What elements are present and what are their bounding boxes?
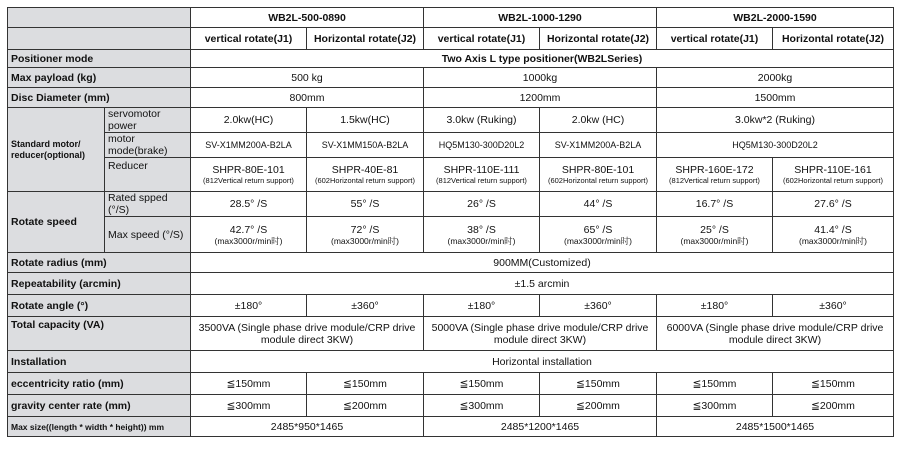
label-disc-diameter: Disc Diameter (mm) [8, 88, 191, 108]
value-positioner-mode: Two Axis L type positioner(WB2LSeries) [191, 50, 894, 68]
label-motor-mode: motor mode(brake) [105, 133, 191, 158]
row-repeatability [8, 273, 894, 295]
value-max-speed-4 [540, 217, 657, 253]
row-disc-diameter [8, 88, 894, 108]
value-rated-speed-2: 55° /S [307, 192, 424, 217]
value-gravity-center-5: ≦300mm [657, 395, 773, 417]
value-servomotor-power-3: 3.0kw (Ruking) [424, 108, 540, 133]
row-max-payload [8, 68, 894, 88]
row-positioner-mode [8, 50, 894, 68]
reducer-note-4: (602Horizontal return support) [547, 176, 649, 185]
mode-5: vertical rotate(J1) [657, 28, 773, 50]
max-speed-note-3: (max3000r/min时) [447, 235, 516, 246]
mode-3: vertical rotate(J1) [424, 28, 540, 50]
value-gravity-center-2: ≦200mm [307, 395, 424, 417]
value-disc-diameter-3: 1500mm [657, 88, 894, 108]
row-total-capacity [8, 317, 894, 351]
max-speed-note-2: (max3000r/min时) [330, 235, 400, 246]
row-gravity-center [8, 395, 894, 417]
value-motor-mode-4: SV-X1MM200A-B2LA [540, 133, 657, 158]
reducer-main-2: SHPR-40E-81 [331, 164, 399, 176]
mode-4: Horizontal rotate(J2) [540, 28, 657, 50]
value-reducer-5 [657, 158, 773, 192]
label-repeatability: Repeatability (arcmin) [8, 273, 191, 295]
label-positioner-mode: Positioner mode [8, 50, 191, 68]
value-gravity-center-1: ≦300mm [191, 395, 307, 417]
label-eccentricity: eccentricity ratio (mm) [8, 373, 191, 395]
value-rotate-angle-3: ±180° [424, 295, 540, 317]
value-total-capacity-1: 3500VA (Single phase drive module/CRP drive module direct 3KW) [191, 317, 424, 351]
value-rotate-radius: 900MM(Customized) [191, 253, 894, 273]
value-rotate-angle-2: ±360° [307, 295, 424, 317]
value-eccentricity-6: ≦150mm [773, 373, 894, 395]
value-servomotor-power-1: 2.0kw(HC) [191, 108, 307, 133]
row-motor-mode [8, 133, 894, 158]
value-max-speed-5 [657, 217, 773, 253]
label-gravity-center: gravity center rate (mm) [8, 395, 191, 417]
spec-table [7, 7, 894, 437]
model-1: WB2L-500-0890 [191, 8, 424, 28]
value-gravity-center-3: ≦300mm [424, 395, 540, 417]
label-reducer: Reducer [105, 158, 191, 192]
reducer-note-5: (812Vertical return support) [669, 176, 760, 185]
value-max-size-2: 2485*1200*1465 [424, 417, 657, 437]
reducer-main-5: SHPR-160E-172 [675, 164, 754, 176]
label-max-payload: Max payload (kg) [8, 68, 191, 88]
value-eccentricity-5: ≦150mm [657, 373, 773, 395]
value-installation: Horizontal installation [191, 351, 894, 373]
model-2: WB2L-1000-1290 [424, 8, 657, 28]
value-rated-speed-5: 16.7° /S [657, 192, 773, 217]
label-installation: Installation [8, 351, 191, 373]
row-rotate-radius [8, 253, 894, 273]
value-eccentricity-4: ≦150mm [540, 373, 657, 395]
value-eccentricity-3: ≦150mm [424, 373, 540, 395]
model-3: WB2L-2000-1590 [657, 8, 894, 28]
reducer-note-6: (602Horizontal return support) [782, 176, 884, 185]
value-motor-mode-3: HQ5M130-300D20L2 [424, 133, 540, 158]
value-rotate-angle-5: ±180° [657, 295, 773, 317]
value-total-capacity-3: 6000VA (Single phase drive module/CRP drive module direct 3KW) [657, 317, 894, 351]
row-installation [8, 351, 894, 373]
value-reducer-3 [424, 158, 540, 192]
max-speed-note-5: (max3000r/min时) [680, 235, 749, 246]
max-speed-main-4: 65° /S [583, 223, 613, 236]
row-rated-speed [8, 192, 894, 217]
corner-cell-2 [8, 28, 191, 50]
row-max-speed [8, 217, 894, 253]
max-speed-main-1: 42.7° /S [229, 223, 268, 236]
max-speed-main-6: 41.4° /S [814, 223, 852, 236]
max-speed-note-4: (max3000r/min时) [563, 235, 633, 246]
row-eccentricity [8, 373, 894, 395]
label-max-size: Max size((length * width * height)) mm [8, 417, 191, 437]
value-reducer-1 [191, 158, 307, 192]
value-max-payload-2: 1000kg [424, 68, 657, 88]
value-max-speed-2 [307, 217, 424, 253]
value-motor-mode-1: SV-X1MM200A-B2LA [191, 133, 307, 158]
value-eccentricity-2: ≦150mm [307, 373, 424, 395]
value-max-size-1: 2485*950*1465 [191, 417, 424, 437]
value-servomotor-power-2: 1.5kw(HC) [307, 108, 424, 133]
label-rotate-speed: Rotate speed [8, 192, 105, 253]
value-rotate-angle-4: ±360° [540, 295, 657, 317]
reducer-note-2: (602Horizontal return support) [314, 176, 416, 185]
reducer-main-6: SHPR-110E-161 [794, 164, 872, 176]
value-rotate-angle-6: ±360° [773, 295, 894, 317]
value-total-capacity-2: 5000VA (Single phase drive module/CRP drive module direct 3KW) [424, 317, 657, 351]
reducer-note-1: (812Vertical return support) [203, 176, 294, 185]
row-rotate-angle [8, 295, 894, 317]
label-rotate-angle: Rotate angle (°) [8, 295, 191, 317]
value-eccentricity-1: ≦150mm [191, 373, 307, 395]
value-rated-speed-4: 44° /S [540, 192, 657, 217]
value-servomotor-power-5: 3.0kw*2 (Ruking) [657, 108, 894, 133]
label-max-speed: Max speed (°/S) [105, 217, 191, 253]
value-rated-speed-6: 27.6° /S [773, 192, 894, 217]
label-servomotor-power: servomotor power [105, 108, 191, 133]
max-speed-note-1: (max3000r/min时) [214, 235, 283, 246]
row-reducer [8, 158, 894, 192]
value-rated-speed-3: 26° /S [424, 192, 540, 217]
value-repeatability: ±1.5 arcmin [191, 273, 894, 295]
value-disc-diameter-1: 800mm [191, 88, 424, 108]
label-rated-speed: Rated spped (°/S) [105, 192, 191, 217]
label-standard-motor: Standard motor/ reducer(optional) [8, 108, 105, 192]
value-max-size-3: 2485*1500*1465 [657, 417, 894, 437]
value-motor-mode-5: HQ5M130-300D20L2 [657, 133, 894, 158]
value-motor-mode-2: SV-X1MM150A-B2LA [307, 133, 424, 158]
mode-6: Horizontal rotate(J2) [773, 28, 894, 50]
value-max-speed-3 [424, 217, 540, 253]
value-max-payload-3: 2000kg [657, 68, 894, 88]
value-rotate-angle-1: ±180° [191, 295, 307, 317]
value-max-payload-1: 500 kg [191, 68, 424, 88]
header-model-row [8, 8, 894, 28]
header-mode-row [8, 28, 894, 50]
value-gravity-center-6: ≦200mm [773, 395, 894, 417]
max-speed-note-6: (max3000r/min时) [798, 235, 868, 246]
label-rotate-radius: Rotate radius (mm) [8, 253, 191, 273]
row-servomotor-power [8, 108, 894, 133]
max-speed-main-5: 25° /S [700, 223, 729, 236]
value-disc-diameter-2: 1200mm [424, 88, 657, 108]
row-max-size [8, 417, 894, 437]
mode-1: vertical rotate(J1) [191, 28, 307, 50]
value-reducer-2 [307, 158, 424, 192]
max-speed-main-2: 72° /S [350, 223, 380, 236]
value-servomotor-power-4: 2.0kw (HC) [540, 108, 657, 133]
value-gravity-center-4: ≦200mm [540, 395, 657, 417]
value-max-speed-6 [773, 217, 894, 253]
value-rated-speed-1: 28.5° /S [191, 192, 307, 217]
value-reducer-6 [773, 158, 894, 192]
reducer-main-1: SHPR-80E-101 [212, 164, 285, 176]
reducer-main-3: SHPR-110E-111 [443, 164, 520, 176]
label-total-capacity: Total capacity (VA) [8, 317, 191, 351]
value-max-speed-1 [191, 217, 307, 253]
corner-cell [8, 8, 191, 28]
reducer-main-4: SHPR-80E-101 [561, 164, 635, 176]
value-reducer-4 [540, 158, 657, 192]
reducer-note-3: (812Vertical return support) [436, 176, 527, 185]
mode-2: Horizontal rotate(J2) [307, 28, 424, 50]
max-speed-main-3: 38° /S [467, 223, 496, 236]
